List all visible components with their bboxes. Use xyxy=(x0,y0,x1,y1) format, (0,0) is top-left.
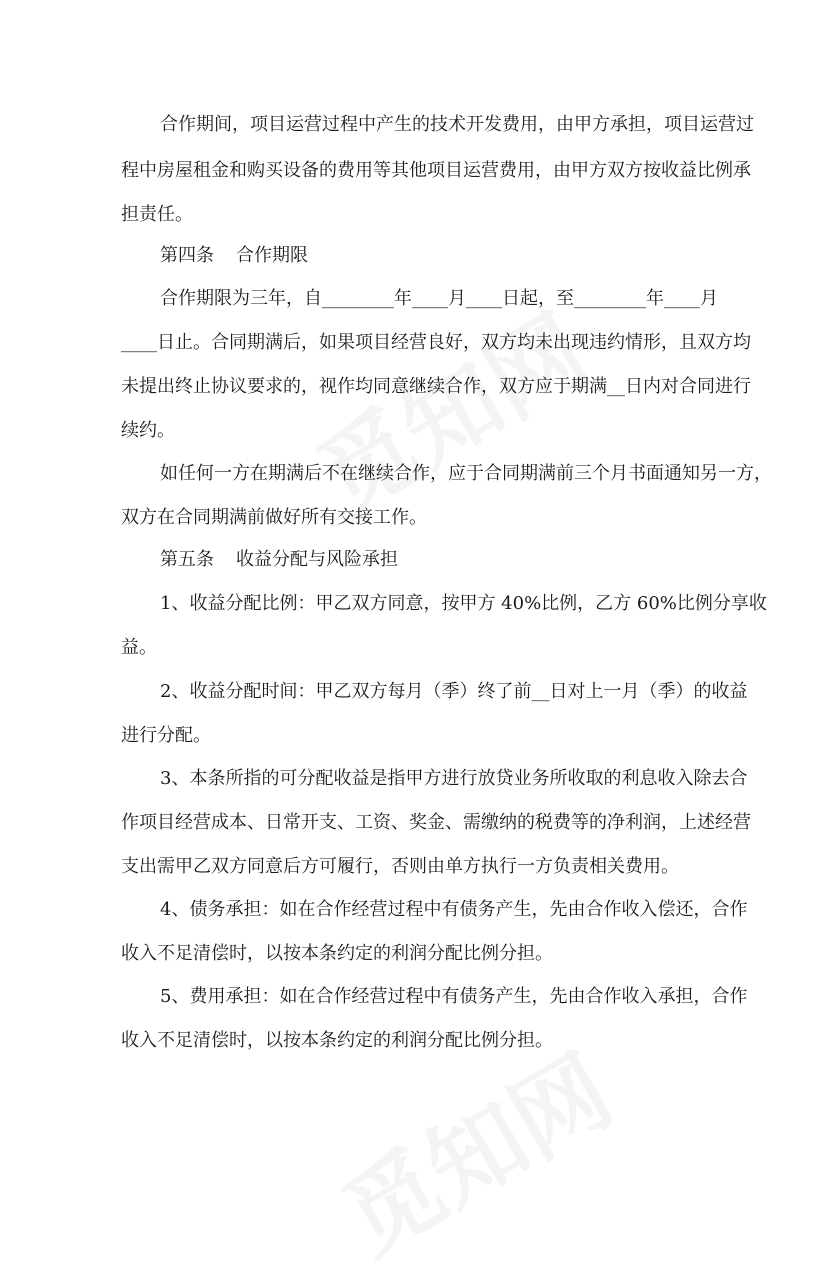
paragraph-line: 担责任。 xyxy=(121,204,193,225)
watermark xyxy=(290,277,608,540)
clause-line: 1、收益分配比例：甲乙双方同意，按甲方 40%比例，乙方 60%比例分享收 xyxy=(160,593,767,614)
clause-line: 支出需甲乙双方同意后方可履行，否则由单方执行一方负责相关费用。 xyxy=(121,856,679,877)
watermark xyxy=(315,1017,633,1280)
paragraph-line: ____日止。合同期满后，如果项目经营良好，双方均未出现违约情形，且双方均 xyxy=(121,332,751,353)
paragraph-line: 未提出终止协议要求的，视作均同意继续合作，双方应于期满__日内对合同进行 xyxy=(121,376,751,397)
clause-line: 2、收益分配时间：甲乙双方每月（季）终了前__日对上一月（季）的收益 xyxy=(160,681,748,702)
paragraph-line: 续约。 xyxy=(121,420,175,441)
article-number: 第四条 xyxy=(160,245,214,266)
clause-line: 作项目经营成本、日常开支、工资、奖金、需缴纳的税费等的净利润，上述经营 xyxy=(121,812,751,833)
clause-line: 收入不足清偿时，以按本条约定的利润分配比例分担。 xyxy=(121,1030,553,1051)
clause-line: 3、本条所指的可分配收益是指甲方进行放贷业务所收取的利息收入除去合 xyxy=(160,768,748,789)
clause-line: 进行分配。 xyxy=(121,725,211,746)
paragraph-line: 如任何一方在期满后不在继续合作，应于合同期满前三个月书面通知另一方， xyxy=(160,463,772,484)
clause-line: 5、费用承担：如在合作经营过程中有债务产生，先由合作收入承担，合作 xyxy=(160,986,748,1007)
article-5-heading xyxy=(160,548,398,572)
clause-line: 益。 xyxy=(121,637,157,658)
article-4-heading xyxy=(160,244,308,268)
clause-line: 4、债务承担：如在合作经营过程中有债务产生，先由合作收入偿还，合作 xyxy=(160,899,748,920)
article-number: 第五条 xyxy=(160,549,214,570)
article-title: 合作期限 xyxy=(236,245,308,266)
paragraph-line: 双方在合同期满前做好所有交接工作。 xyxy=(121,507,427,528)
paragraph-line: 合作期限为三年，自________年____月____日起，至________年____月 xyxy=(160,288,718,309)
clause-line: 收入不足清偿时，以按本条约定的利润分配比例分担。 xyxy=(121,943,553,964)
article-title: 收益分配与风险承担 xyxy=(236,549,398,570)
paragraph-line: 合作期间，项目运营过程中产生的技术开发费用，由甲方承担，项目运营过 xyxy=(160,114,754,135)
paragraph-line: 程中房屋租金和购买设备的费用等其他项目运营费用，由甲方双方按收益比例承 xyxy=(121,160,751,181)
